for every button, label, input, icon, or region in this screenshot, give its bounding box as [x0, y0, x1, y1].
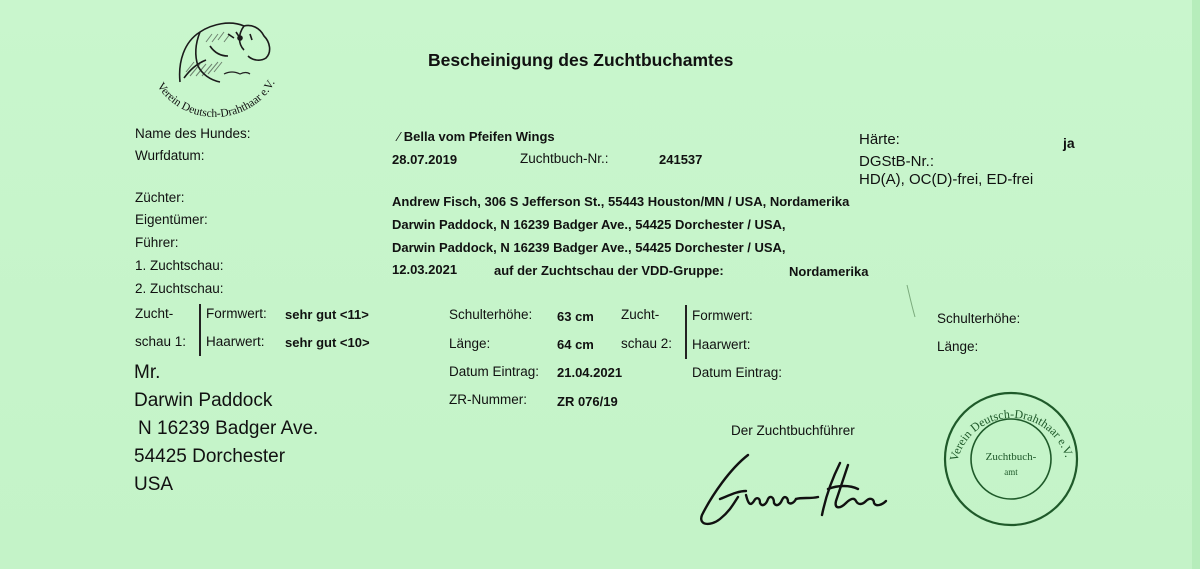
label-zuchtschau-2: 2. Zuchtschau: [135, 281, 224, 296]
label-zr-nummer: ZR-Nummer: [449, 392, 527, 407]
value-zuechter: Andrew Fisch, 306 S Jefferson St., 55443 Houston/MN / USA, Nordamerika [392, 194, 850, 209]
stamp-center-line-1: Zuchtbuch- [985, 451, 1037, 463]
label-datum-eintrag-2: Datum Eintrag: [692, 365, 783, 380]
label-laenge: Länge: [449, 336, 491, 351]
logo-signature-mark [224, 72, 250, 74]
value-datum-eintrag: 21.04.2021 [557, 365, 623, 380]
label-zucht-a: Zucht- [135, 306, 174, 321]
value-haarwert: sehr gut <10> [285, 335, 370, 350]
label-haerte: Härte: [859, 131, 900, 148]
paper-mark [903, 283, 919, 323]
label-wurfdatum: Wurfdatum: [135, 148, 205, 163]
label-fuehrer: Führer: [135, 235, 179, 250]
label-schulterhoehe: Schulterhöhe: [449, 307, 533, 322]
recipient-country: USA [134, 474, 174, 495]
value-zuchtbuch-nr: 241537 [659, 152, 703, 167]
recipient-city: 54425 Dorchester [134, 446, 286, 467]
label-haarwert-2: Haarwert: [692, 337, 751, 352]
label-datum-eintrag: Datum Eintrag: [449, 364, 540, 379]
value-eigentuemer: Darwin Paddock, N 16239 Badger Ave., 54425 Dorchester / USA, [392, 217, 786, 232]
value-schulterhoehe: 63 cm [557, 309, 594, 324]
label-zuechter: Züchter: [135, 190, 185, 205]
label-zucht-b: schau 1: [135, 334, 187, 349]
dog-name: ⁄ Bella vom Pfeifen Wings [398, 129, 555, 144]
slash-mark: ⁄ [398, 129, 404, 144]
value-zuchtschau-1-text: auf der Zuchtschau der VDD-Gruppe: [494, 263, 724, 278]
label-zucht2-b: schau 2: [621, 336, 673, 351]
value-zuchtschau-1-date: 12.03.2021 [392, 262, 458, 277]
paper-edge [1192, 0, 1200, 569]
label-haarwert: Haarwert: [206, 334, 265, 349]
label-schulterhoehe-2: Schulterhöhe: [937, 311, 1021, 326]
value-fuehrer: Darwin Paddock, N 16239 Badger Ave., 54425 Dorchester / USA, [392, 240, 786, 255]
value-zuchtschau-1-region: Nordamerika [789, 264, 869, 279]
value-hd: HD(A), OC(D)-frei, ED-frei [859, 171, 1034, 188]
zuchtbuchamt-stamp [940, 388, 1082, 530]
value-zr-nummer: ZR 076/19 [557, 394, 618, 409]
label-formwert-2: Formwert: [692, 308, 753, 323]
divider-zuchtschau-2 [685, 305, 687, 359]
value-formwert: sehr gut <11> [285, 307, 369, 322]
recipient-name: Darwin Paddock [134, 390, 273, 411]
label-eigentuemer: Eigentümer: [135, 212, 208, 227]
recipient-salutation: Mr. [134, 362, 161, 383]
stamp-ring-text: Verein Deutsch-Drahthaar e.V. [946, 406, 1077, 463]
label-zuchtbuchfuehrer: Der Zuchtbuchführer [731, 423, 855, 438]
label-zuchtschau-1: 1. Zuchtschau: [135, 258, 224, 273]
recipient-street: N 16239 Badger Ave. [138, 418, 319, 439]
label-dgstb: DGStB-Nr.: [859, 153, 935, 170]
logo-ring-text: Verein Deutsch-Drahthaar e.V. [154, 77, 278, 120]
label-zucht2-a: Zucht- [621, 307, 660, 322]
label-zuchtbuch-nr: Zuchtbuch-Nr.: [520, 151, 609, 166]
value-wurfdatum: 28.07.2019 [392, 152, 458, 167]
label-formwert: Formwert: [206, 306, 267, 321]
document-title: Bescheinigung des Zuchtbuchamtes [428, 50, 734, 70]
value-laenge: 64 cm [557, 337, 594, 352]
value-haerte: ja [1063, 135, 1075, 151]
label-laenge-2: Länge: [937, 339, 979, 354]
stamp-center-line-2: amt [1004, 467, 1018, 477]
divider-zuchtschau-1 [199, 304, 201, 356]
handwritten-signature [690, 445, 910, 535]
label-name: Name des Hundes: [135, 126, 251, 141]
club-logo [140, 12, 288, 124]
